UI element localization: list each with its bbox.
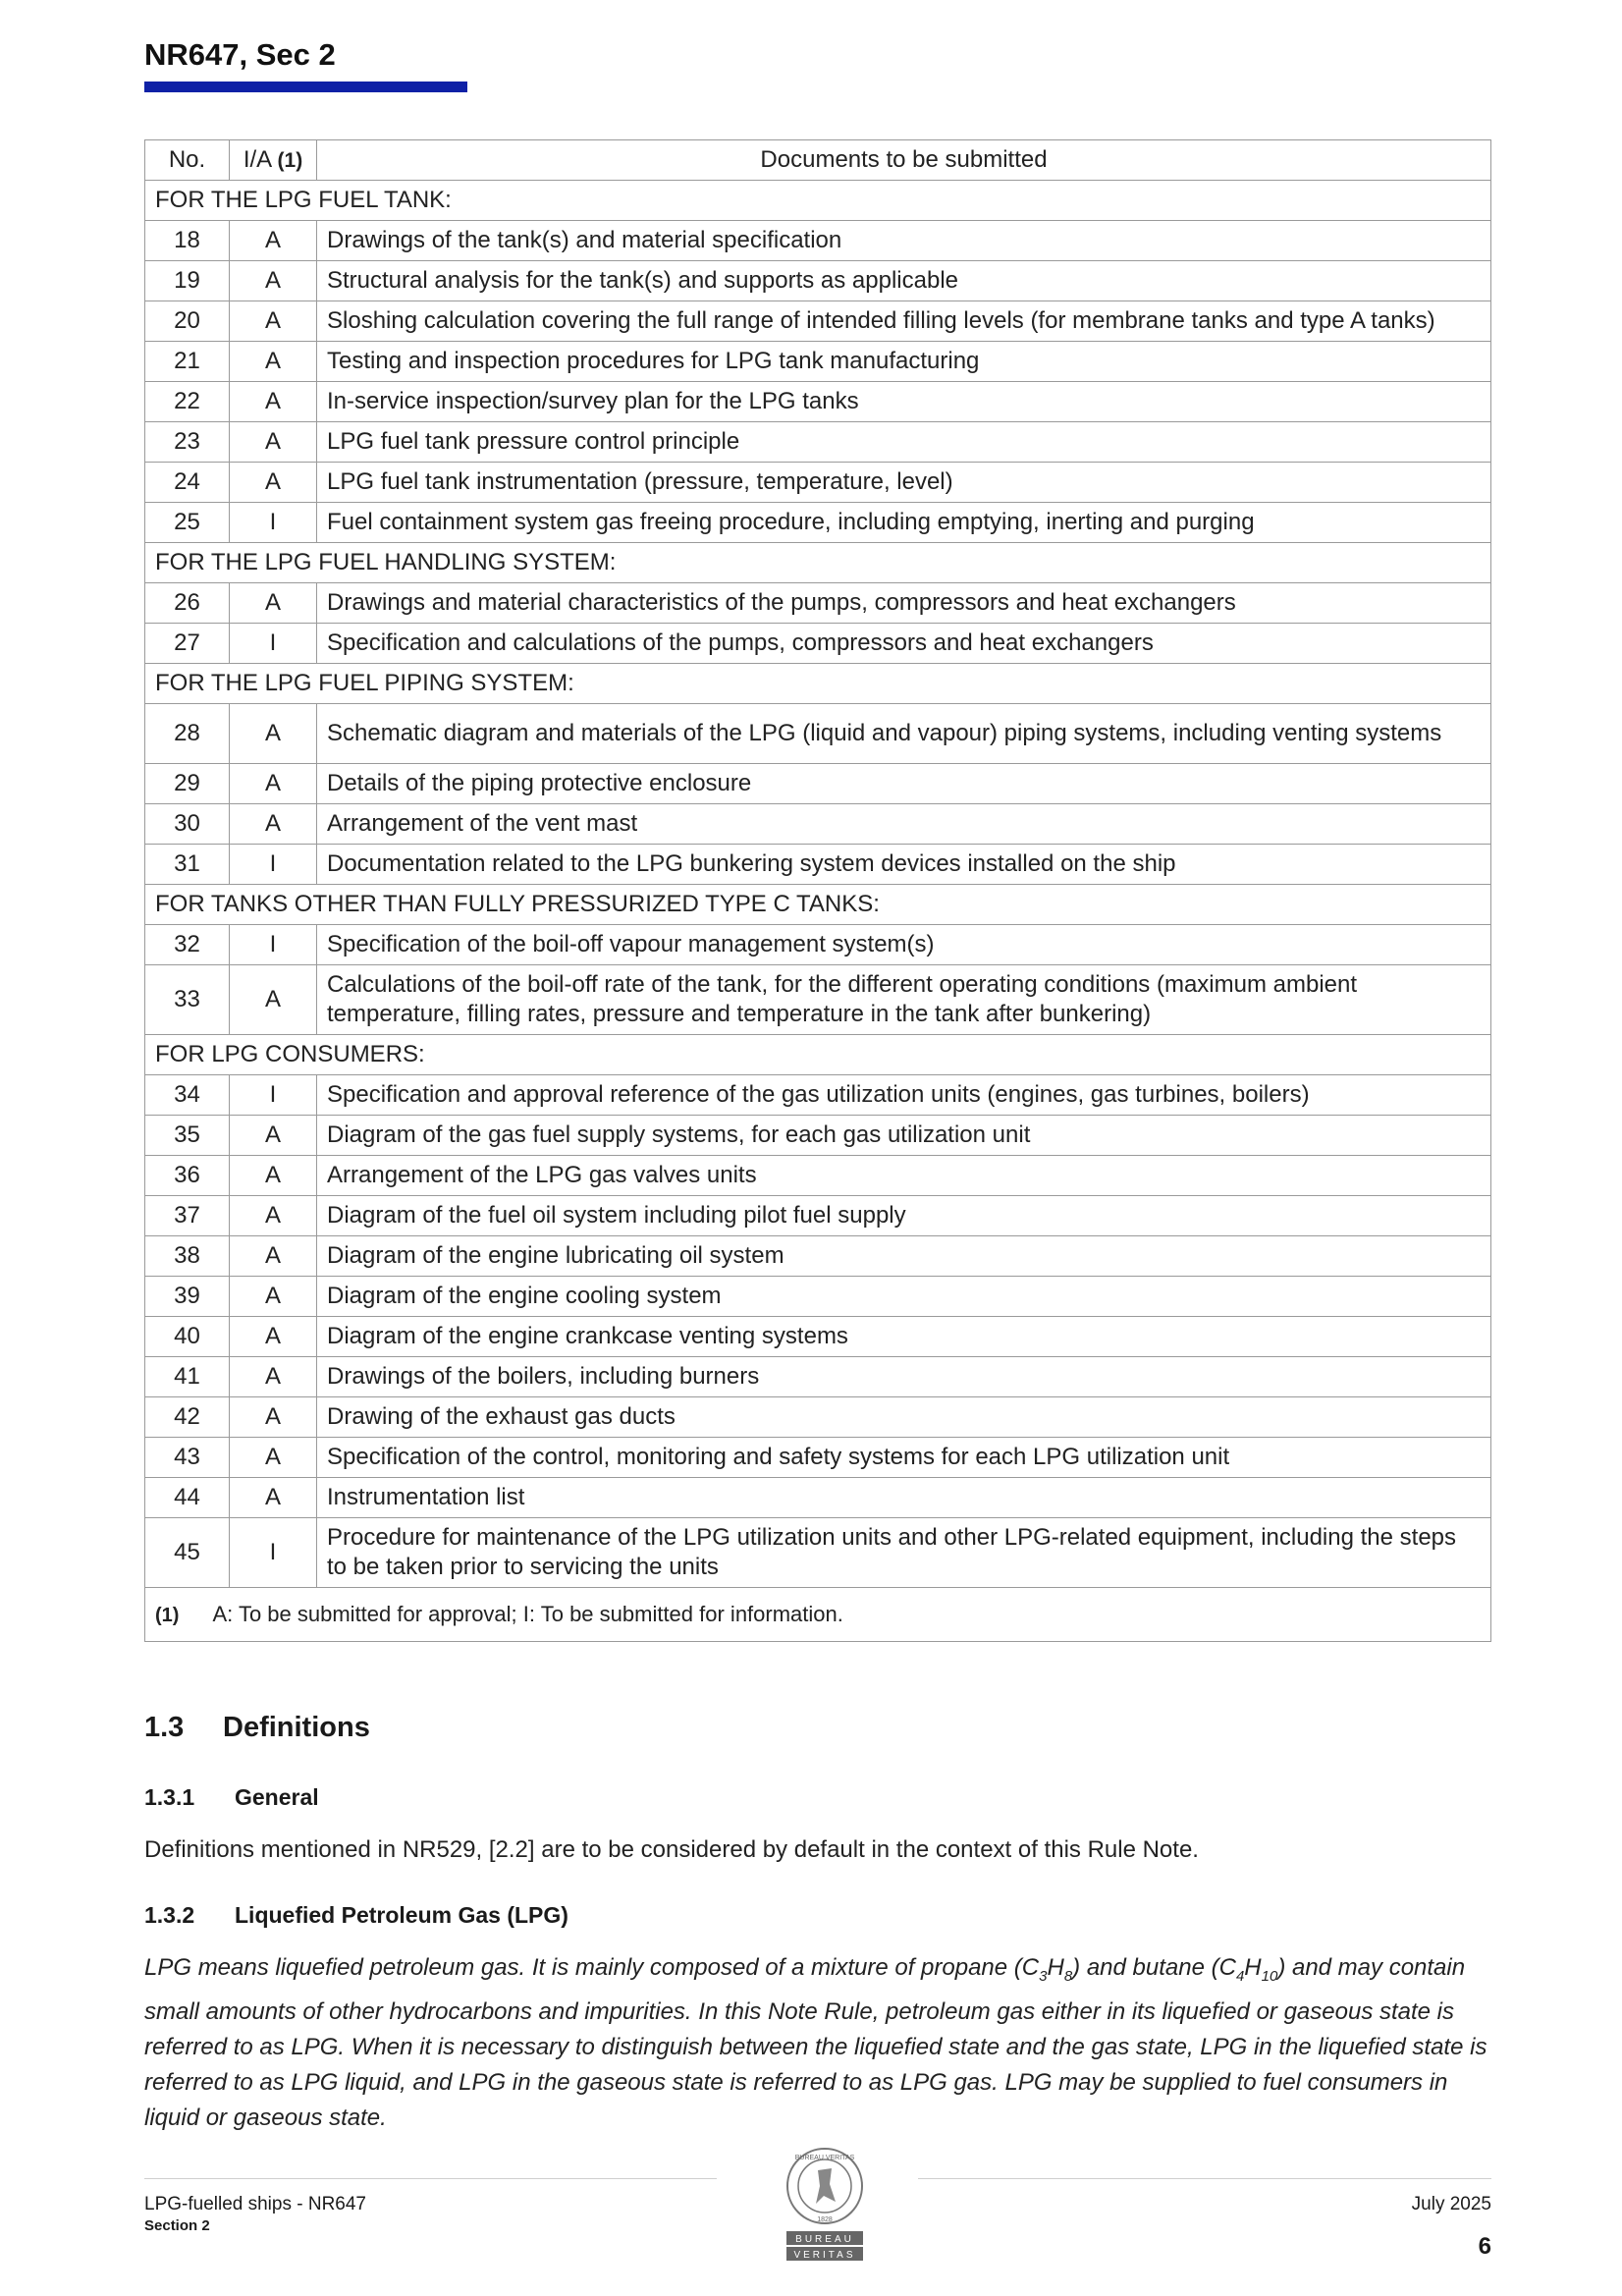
table-cell-no: 33 bbox=[145, 965, 230, 1035]
table-cell-ia: A bbox=[230, 965, 317, 1035]
table-cell-no: 45 bbox=[145, 1518, 230, 1588]
table-cell-ia: A bbox=[230, 704, 317, 764]
table-row bbox=[145, 1196, 1491, 1236]
table-cell-document: Diagram of the engine cooling system bbox=[317, 1277, 1491, 1317]
table-row bbox=[145, 1397, 1491, 1438]
table-cell-document: Documentation related to the LPG bunkering system devices installed on the ship bbox=[317, 845, 1491, 885]
table-cell-ia: A bbox=[230, 301, 317, 342]
table-cell-ia: A bbox=[230, 463, 317, 503]
table-row bbox=[145, 965, 1491, 1035]
table-cell-document: Diagram of the engine crankcase venting systems bbox=[317, 1317, 1491, 1357]
table-cell-ia: A bbox=[230, 1196, 317, 1236]
table-cell-ia: I bbox=[230, 1075, 317, 1116]
table-cell-ia: A bbox=[230, 583, 317, 624]
table-cell-no: 18 bbox=[145, 221, 230, 261]
table-cell-no: 36 bbox=[145, 1156, 230, 1196]
table-section-row bbox=[145, 181, 1491, 221]
table-cell-ia: I bbox=[230, 1518, 317, 1588]
logo-arc-text: BUREAU VERITAS bbox=[794, 2155, 855, 2161]
table-row bbox=[145, 764, 1491, 804]
lpg-definition-text bbox=[144, 1950, 1491, 2136]
table-cell-ia: I bbox=[230, 503, 317, 543]
table-section-heading: FOR THE LPG FUEL HANDLING SYSTEM: bbox=[145, 543, 1491, 583]
table-cell-ia: I bbox=[230, 624, 317, 664]
table-row bbox=[145, 804, 1491, 845]
table-cell-document: Fuel containment system gas freeing procedure, including emptying, inerting and purging bbox=[317, 503, 1491, 543]
table-row bbox=[145, 221, 1491, 261]
table-cell-no: 37 bbox=[145, 1196, 230, 1236]
table-row bbox=[145, 624, 1491, 664]
table-cell-no: 21 bbox=[145, 342, 230, 382]
table-cell-document: Diagram of the gas fuel supply systems, for each gas utilization unit bbox=[317, 1116, 1491, 1156]
table-row bbox=[145, 1357, 1491, 1397]
table-section-heading: FOR THE LPG FUEL PIPING SYSTEM: bbox=[145, 664, 1491, 704]
lpg-text-part3: ) and may contain small amounts of other hydrocarbons and impurities. In this Note Rule, petroleum gas either in its liquefied or gaseous state is referred to as LPG. When it is necessary to distinguish between the liquefied state and the gas state, LPG in the liquefied state is referred to as LPG liquid, and LPG in the gaseous state is referred to as LPG gas. LPG may be supplied to fuel consumers in liquid or gaseous state. bbox=[144, 1954, 1487, 2131]
table-cell-no: 27 bbox=[145, 624, 230, 664]
table-cell-no: 24 bbox=[145, 463, 230, 503]
table-section-heading: FOR TANKS OTHER THAN FULLY PRESSURIZED TYPE C TANKS: bbox=[145, 885, 1491, 925]
table-footnote bbox=[145, 1588, 1491, 1642]
table-cell-document: Arrangement of the LPG gas valves units bbox=[317, 1156, 1491, 1196]
table-row bbox=[145, 422, 1491, 463]
page-header-title: NR647, Sec 2 bbox=[144, 37, 336, 72]
table-row bbox=[145, 583, 1491, 624]
table-row bbox=[145, 1317, 1491, 1357]
logo-text-bureau: BUREAU bbox=[795, 2234, 854, 2245]
table-row bbox=[145, 503, 1491, 543]
table-footnote-row bbox=[145, 1588, 1491, 1642]
table-cell-document: Drawings of the tank(s) and material specification bbox=[317, 221, 1491, 261]
table-cell-document: Diagram of the engine lubricating oil system bbox=[317, 1236, 1491, 1277]
table-body bbox=[145, 181, 1491, 1588]
propane-formula: $C_3H_8$ bbox=[1021, 1954, 1073, 1985]
lpg-text-part1: LPG means liquefied petroleum gas. It is mainly composed of a mixture of propane ( bbox=[144, 1954, 1022, 1981]
table-cell-document: Details of the piping protective enclosure bbox=[317, 764, 1491, 804]
col-header-ia-label: I/A bbox=[243, 145, 271, 173]
table-cell-no: 40 bbox=[145, 1317, 230, 1357]
table-cell-ia: A bbox=[230, 1438, 317, 1478]
table-row bbox=[145, 925, 1491, 965]
col-header-docs: Documents to be submitted bbox=[317, 140, 1491, 181]
table-cell-ia: A bbox=[230, 1116, 317, 1156]
table-cell-ia: A bbox=[230, 221, 317, 261]
table-cell-no: 39 bbox=[145, 1277, 230, 1317]
general-definition-text: Definitions mentioned in NR529, [2.2] are to be considered by default in the context of this Rule Note. bbox=[144, 1836, 1199, 1863]
table-section-row bbox=[145, 1035, 1491, 1075]
table-row bbox=[145, 261, 1491, 301]
table-cell-document: Arrangement of the vent mast bbox=[317, 804, 1491, 845]
heading-1-3-2-number: 1.3.2 bbox=[144, 1902, 195, 1928]
table-cell-ia: A bbox=[230, 422, 317, 463]
bureau-veritas-logo bbox=[781, 2145, 869, 2267]
table-cell-document: Testing and inspection procedures for LPG tank manufacturing bbox=[317, 342, 1491, 382]
table-cell-no: 32 bbox=[145, 925, 230, 965]
heading-1-3-1 bbox=[144, 1784, 319, 1811]
footnote-mark: (1) bbox=[155, 1604, 180, 1626]
table-cell-ia: A bbox=[230, 1156, 317, 1196]
table-cell-no: 28 bbox=[145, 704, 230, 764]
table-row bbox=[145, 1277, 1491, 1317]
table-cell-ia: A bbox=[230, 1357, 317, 1397]
table-cell-document: In-service inspection/survey plan for the LPG tanks bbox=[317, 382, 1491, 422]
table-cell-no: 44 bbox=[145, 1478, 230, 1518]
table-row bbox=[145, 1518, 1491, 1588]
table-cell-document: LPG fuel tank instrumentation (pressure, temperature, level) bbox=[317, 463, 1491, 503]
heading-1-3-2 bbox=[144, 1902, 568, 1929]
table-cell-no: 31 bbox=[145, 845, 230, 885]
lpg-text-part2: ) and butane ( bbox=[1072, 1954, 1219, 1981]
table-row bbox=[145, 1116, 1491, 1156]
logo-text-veritas: VERITAS bbox=[793, 2250, 856, 2261]
table-row bbox=[145, 463, 1491, 503]
col-header-no: No. bbox=[145, 140, 230, 181]
table-cell-no: 41 bbox=[145, 1357, 230, 1397]
table-section-heading: FOR LPG CONSUMERS: bbox=[145, 1035, 1491, 1075]
footer-divider-right bbox=[918, 2178, 1491, 2179]
table-cell-document: LPG fuel tank pressure control principle bbox=[317, 422, 1491, 463]
table-cell-document: Drawings of the boilers, including burners bbox=[317, 1357, 1491, 1397]
table-cell-ia: A bbox=[230, 342, 317, 382]
logo-emblem-icon bbox=[816, 2168, 836, 2204]
table-cell-no: 26 bbox=[145, 583, 230, 624]
table-row bbox=[145, 1438, 1491, 1478]
heading-1-3-2-title: Liquefied Petroleum Gas (LPG) bbox=[235, 1902, 568, 1928]
heading-1-3-title: Definitions bbox=[223, 1712, 370, 1743]
table-cell-no: 35 bbox=[145, 1116, 230, 1156]
table-cell-no: 23 bbox=[145, 422, 230, 463]
table-cell-ia: A bbox=[230, 382, 317, 422]
table-row bbox=[145, 342, 1491, 382]
table-cell-no: 38 bbox=[145, 1236, 230, 1277]
table-row bbox=[145, 1075, 1491, 1116]
table-header-row bbox=[145, 140, 1491, 181]
table-cell-document: Specification of the control, monitoring and safety systems for each LPG utilization unit bbox=[317, 1438, 1491, 1478]
table-cell-no: 30 bbox=[145, 804, 230, 845]
table-cell-document: Calculations of the boil-off rate of the tank, for the different operating conditions (maximum ambient temperature, filling rates, pressure and temperature in the tank after bunkering) bbox=[317, 965, 1491, 1035]
table-cell-document: Sloshing calculation covering the full range of intended filling levels (for membrane tanks and type A tanks) bbox=[317, 301, 1491, 342]
table-cell-document: Procedure for maintenance of the LPG utilization units and other LPG-related equipment, including the steps to be taken prior to servicing the units bbox=[317, 1518, 1491, 1588]
header-accent-bar bbox=[144, 82, 467, 92]
footer-divider-left bbox=[144, 2178, 717, 2179]
table-row bbox=[145, 301, 1491, 342]
heading-1-3 bbox=[144, 1712, 370, 1744]
table-cell-document: Diagram of the fuel oil system including pilot fuel supply bbox=[317, 1196, 1491, 1236]
table-cell-document: Specification of the boil-off vapour management system(s) bbox=[317, 925, 1491, 965]
table-section-row bbox=[145, 543, 1491, 583]
heading-1-3-number: 1.3 bbox=[144, 1712, 185, 1743]
table-cell-document: Specification and calculations of the pumps, compressors and heat exchangers bbox=[317, 624, 1491, 664]
heading-1-3-1-title: General bbox=[235, 1784, 319, 1810]
footnote-text: A: To be submitted for approval; I: To be submitted for information. bbox=[212, 1601, 843, 1626]
table-cell-document: Specification and approval reference of the gas utilization units (engines, gas turbines, boilers) bbox=[317, 1075, 1491, 1116]
butane-formula: $C_4H_{10}$ bbox=[1218, 1954, 1278, 1985]
page-number: 6 bbox=[1478, 2233, 1491, 2260]
table-section-row bbox=[145, 664, 1491, 704]
table-cell-ia: I bbox=[230, 845, 317, 885]
table-cell-no: 22 bbox=[145, 382, 230, 422]
table-cell-no: 43 bbox=[145, 1438, 230, 1478]
table-cell-document: Structural analysis for the tank(s) and supports as applicable bbox=[317, 261, 1491, 301]
table-cell-ia: A bbox=[230, 764, 317, 804]
table-cell-ia: A bbox=[230, 1317, 317, 1357]
table-cell-document: Drawings and material characteristics of the pumps, compressors and heat exchangers bbox=[317, 583, 1491, 624]
footer-date: July 2025 bbox=[1411, 2194, 1491, 2214]
table-cell-no: 25 bbox=[145, 503, 230, 543]
table-cell-document: Schematic diagram and materials of the LPG (liquid and vapour) piping systems, including venting systems bbox=[317, 704, 1491, 764]
table-row bbox=[145, 1156, 1491, 1196]
table-cell-no: 34 bbox=[145, 1075, 230, 1116]
table-cell-ia: A bbox=[230, 1236, 317, 1277]
footer-doc-title: LPG-fuelled ships - NR647 bbox=[144, 2194, 366, 2214]
col-header-ia-ref: (1) bbox=[277, 148, 303, 172]
table-cell-ia: A bbox=[230, 804, 317, 845]
table-row bbox=[145, 845, 1491, 885]
footer-section: Section 2 bbox=[144, 2217, 210, 2234]
table-cell-ia: I bbox=[230, 925, 317, 965]
table-section-row bbox=[145, 885, 1491, 925]
table-row bbox=[145, 1478, 1491, 1518]
table-cell-document: Drawing of the exhaust gas ducts bbox=[317, 1397, 1491, 1438]
table-cell-document: Instrumentation list bbox=[317, 1478, 1491, 1518]
heading-1-3-1-number: 1.3.1 bbox=[144, 1784, 195, 1810]
table-row bbox=[145, 704, 1491, 764]
documents-table bbox=[144, 139, 1491, 1642]
table-row bbox=[145, 382, 1491, 422]
table-cell-ia: A bbox=[230, 261, 317, 301]
table-section-heading: FOR THE LPG FUEL TANK: bbox=[145, 181, 1491, 221]
table-cell-no: 29 bbox=[145, 764, 230, 804]
table-cell-no: 42 bbox=[145, 1397, 230, 1438]
table-row bbox=[145, 1236, 1491, 1277]
table-cell-ia: A bbox=[230, 1277, 317, 1317]
table-cell-no: 20 bbox=[145, 301, 230, 342]
table-cell-ia: A bbox=[230, 1478, 317, 1518]
table-cell-ia: A bbox=[230, 1397, 317, 1438]
footer-doc-info bbox=[144, 2194, 366, 2234]
col-header-ia bbox=[230, 140, 317, 181]
logo-year: 1828 bbox=[817, 2216, 833, 2223]
table-cell-no: 19 bbox=[145, 261, 230, 301]
